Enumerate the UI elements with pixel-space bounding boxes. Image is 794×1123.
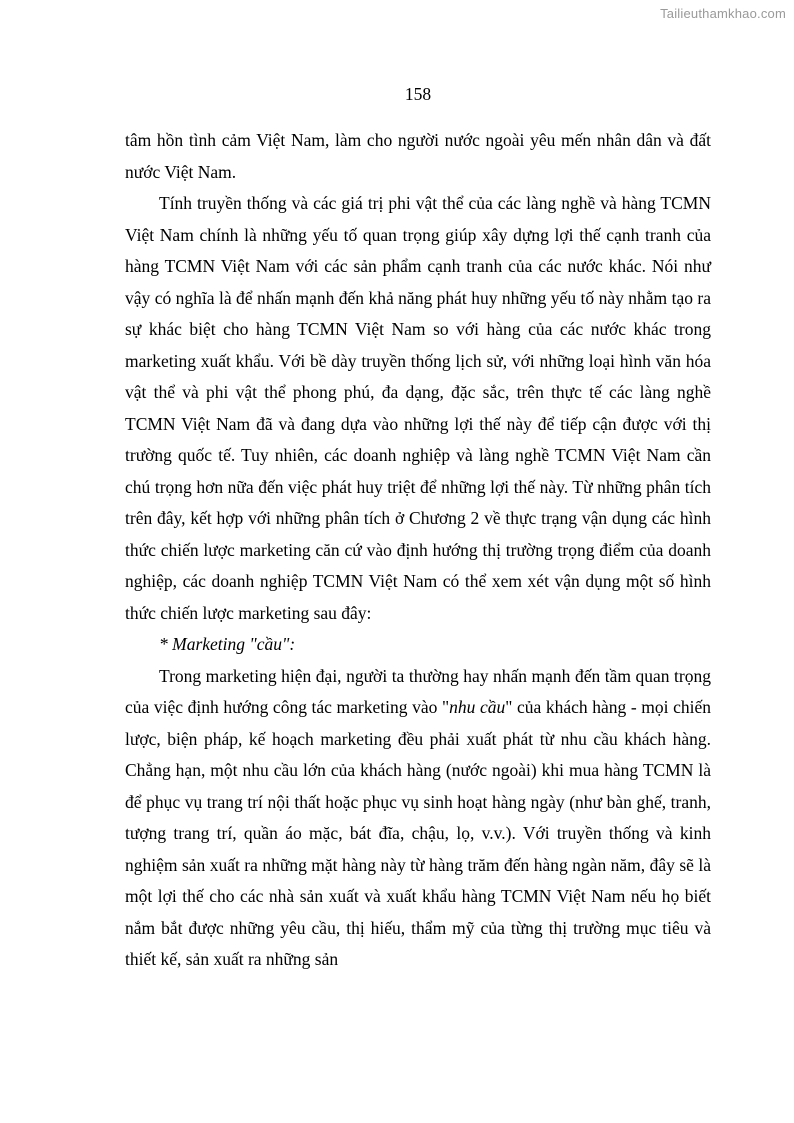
paragraph-text-part: Trong marketing hiện đại, người ta thường hay nhấn mạnh đến tầm quan trọng của việc định hướng công tác marketing vào " <box>125 665 711 717</box>
paragraph-continuation: tâm hồn tình cảm Việt Nam, làm cho người nước ngoài yêu mến nhân dân và đất nước Việt Nam. <box>125 130 711 182</box>
document-body <box>125 125 711 976</box>
paragraph-text-part: " của khách hàng - mọi chiến lược, biện pháp, kế hoạch marketing đều phải xuất phát từ nhu cầu khách hàng. Chẳng hạn, một nhu cầu lớn của khách hàng (nước ngoài) khi mua hàng TCMN là để phục vụ trang trí nội thất hoặc phục vụ sinh hoạt hàng ngày (như bàn ghế, tranh, tượng trang trí, quần áo mặc, bát đĩa, chậu, lọ, v.v.). Với truyền thống và kinh nghiệm sản xuất ra những mặt hàng này từ hàng trăm đến hàng ngàn năm, đây sẽ là một lợi thế cho các nhà sản xuất và xuất khẩu hàng TCMN Việt Nam nếu họ biết nắm bắt được những yêu cầu, thị hiếu, thẩm mỹ của từng thị trường mục tiêu và thiết kế, sản xuất ra những sản <box>125 697 711 969</box>
watermark: Tailieuthamkhao.com <box>660 6 786 21</box>
emphasis-nhu-cau: nhu cầu <box>449 697 506 717</box>
section-heading-marketing-cau: * Marketing "cầu": <box>159 634 296 654</box>
page-number: 158 <box>404 84 432 104</box>
paragraph-modern-marketing <box>125 661 711 976</box>
paragraph-traditional-values: Tính truyền thống và các giá trị phi vật thể của các làng nghề và hàng TCMN Việt Nam chính là những yếu tố quan trọng giúp xây dựng lợi thế cạnh tranh của hàng TCMN Việt Nam với các sản phẩm cạnh tranh của các nước khác. Nói như vậy có nghĩa là để nhấn mạnh đến khả năng phát huy những yếu tố này nhằm tạo ra sự khác biệt cho hàng TCMN Việt Nam so với hàng của các nước khác trong marketing xuất khẩu. Với bề dày truyền thống lịch sử, với những loại hình văn hóa vật thể và phi vật thể phong phú, đa dạng, đặc sắc, trên thực tế các làng nghề TCMN Việt Nam đã và đang dựa vào những lợi thế này để tiếp cận được với thị trường quốc tế. Tuy nhiên, các doanh nghiệp và làng nghề TCMN Việt Nam cần chú trọng hơn nữa đến việc phát huy triệt để những lợi thế này. Từ những phân tích trên đây, kết hợp với những phân tích ở Chương 2 về thực trạng vận dụng các hình thức chiến lược marketing căn cứ vào định hướng thị trường trọng điểm của doanh nghiệp, các doanh nghiệp TCMN Việt Nam có thể xem xét vận dụng một số hình thức chiến lược marketing sau đây: <box>125 193 711 623</box>
